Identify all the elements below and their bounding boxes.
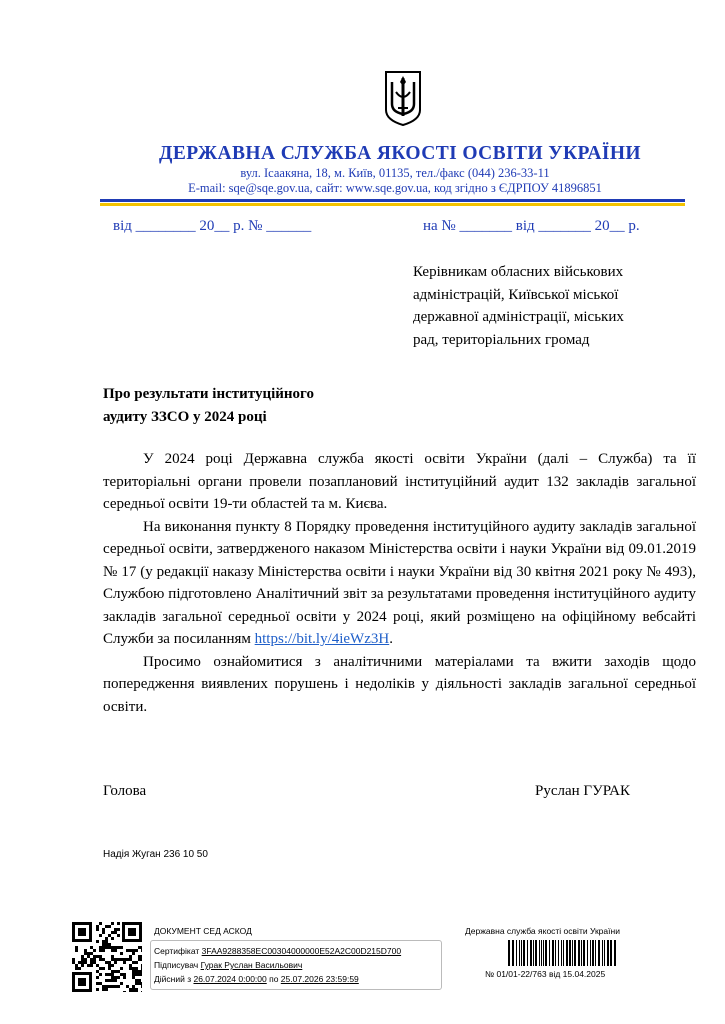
signer-value: Гурак Руслан Васильович <box>200 960 303 970</box>
body-paragraph-2 <box>103 516 696 651</box>
registration-stamp-org: Державна служба якості освіти України <box>465 926 620 936</box>
address-line: вул. Ісаакяна, 18, м. Київ, 01135, тел./факс (044) 236-33-11 <box>240 166 550 180</box>
body-paragraph-3: Просимо ознайомитися з аналітичними матеріалами та вжити заходів щодо попередження виявлених порушень і недоліків у діяльності закладів загальної середньої освіти. <box>103 653 696 715</box>
addressee-line: державної адміністрації, міських <box>413 309 624 325</box>
addressee-block <box>413 261 663 351</box>
valid-to: 25.07.2026 23:59:59 <box>280 974 359 984</box>
subject-block <box>103 383 314 428</box>
signatory-name: Руслан ГУРАК <box>535 783 630 799</box>
signatory-position: Голова <box>103 783 147 799</box>
body-paragraph-1: У 2024 році Державна служба якості освіти України (далі – Служба) та її територіальні органи провели позаплановий інституційний аудит 132 закладів загальної середньої освіти 19-ти областей та м. Києва. <box>103 451 696 512</box>
trident-emblem-icon <box>383 70 423 126</box>
addressee-line: рад, територіальних громад <box>413 331 590 348</box>
e-stamp-title: ДОКУМЕНТ СЕД АСКОД <box>154 926 252 936</box>
report-link[interactable]: https://bit.ly/4ieWz3H <box>254 631 390 647</box>
letter-body <box>103 448 696 718</box>
body-paragraph-2-end: . <box>389 631 393 647</box>
signer-label: Підписувач <box>154 960 201 970</box>
valid-from: 26.07.2024 0:00:00 <box>193 974 267 984</box>
e-stamp-validity <box>154 974 359 984</box>
body-paragraph-2-text: На виконання пункту 8 Порядку проведення інституційного аудиту закладів загальної середньої освіти, затвердженого наказом Міністерства освіти і науки України від 09.01.2019 № 17 (у редакції наказу Міністерства освіти і науки України від 30 квітня 2021 року № 493), Службою підготовлено Аналітичний звіт за результатами проведення інституційного аудиту закладів загальної середньої освіти у 2024 році, який розміщено на офіційному вебсайті Служби за посиланням <box>103 518 696 647</box>
addressee-line: Керівникам обласних військових <box>413 264 624 280</box>
header-rule-blue <box>100 199 685 202</box>
e-stamp-certificate <box>154 946 401 956</box>
barcode-icon <box>508 940 618 966</box>
header-rule-yellow <box>100 203 685 206</box>
addressee-line: адміністрацій, Київської міської <box>413 286 619 303</box>
incoming-registration: на № _______ від _______ 20__ р. <box>423 218 640 234</box>
registration-number: № 01/01-22/763 від 15.04.2025 <box>485 969 606 979</box>
valid-mid: по <box>266 974 281 984</box>
outgoing-registration: від ________ 20__ р. № ______ <box>113 218 312 234</box>
executor-contact: Надія Жуган 236 10 50 <box>103 849 208 860</box>
contact-line: E-mail: sqe@sqe.gov.ua, сайт: www.sqe.gov.ua, код згідно з ЄДРПОУ 41896851 <box>188 181 602 195</box>
cert-label: Сертифікат <box>154 946 202 956</box>
valid-label: Дійсний з <box>154 974 194 984</box>
subject-line: Про результати інституційного <box>103 386 314 402</box>
qr-code-icon <box>72 922 142 992</box>
organization-name: ДЕРЖАВНА СЛУЖБА ЯКОСТІ ОСВІТИ УКРАЇНИ <box>159 143 641 164</box>
e-stamp-signer <box>154 960 302 970</box>
cert-value: 3FAA9288358EC00304000000E52A2C00D215D700 <box>201 946 402 956</box>
subject-line: аудиту ЗЗСО у 2024 році <box>103 408 267 425</box>
